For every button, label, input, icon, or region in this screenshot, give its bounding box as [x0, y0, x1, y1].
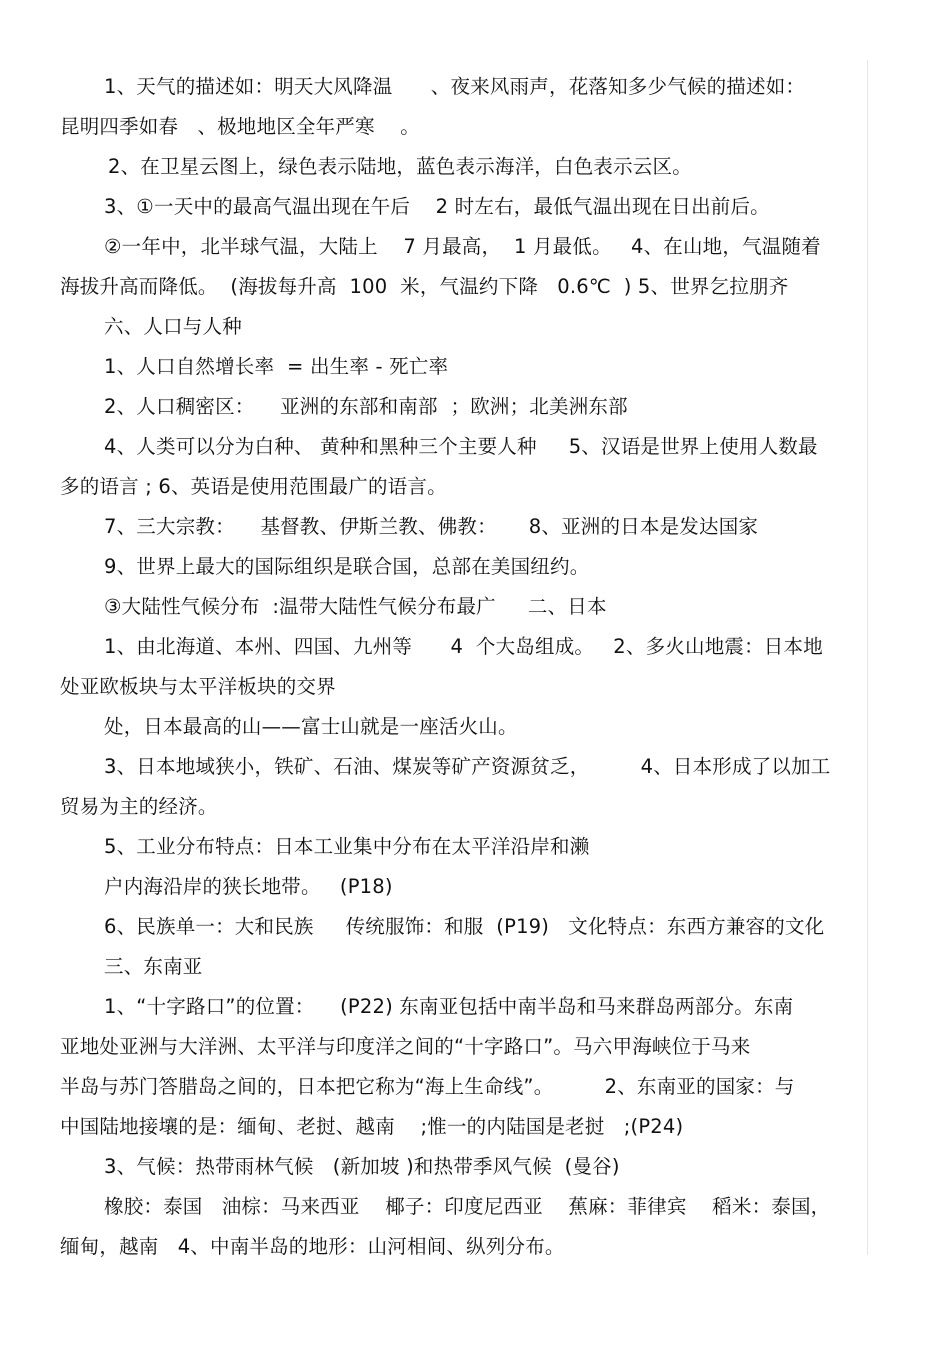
text-line: 3、气候：热带雨林气候 (新加坡 )和热带季风气候 (曼谷)	[104, 1155, 620, 1178]
text-line: 3、日本地域狭小，铁矿、石油、煤炭等矿产资源贫乏， 4、日本形成了以加工	[104, 755, 831, 778]
section-heading: 三、东南亚	[104, 955, 203, 978]
text-line: 贸易为主的经济。	[60, 795, 218, 818]
text-line: 橡胶：泰国 油棕：马来西亚 椰子：印度尼西亚 蕉麻：菲律宾 稻米：泰国，	[104, 1195, 831, 1218]
text-line: ②一年中，北半球气温，大陆上 7 月最高， 1 月最低。 4、在山地，气温随着	[104, 235, 821, 258]
text-line: 6、民族单一：大和民族 传统服饰：和服 (P19) 文化特点：东西方兼容的文化	[104, 915, 825, 938]
text-line: 处亚欧板块与太平洋板块的交界	[60, 675, 336, 698]
text-line: 2、人口稠密区： 亚洲的东部和南部 ；欧洲；北美洲东部	[104, 395, 628, 418]
text-line: 海拔升高而降低。 (海拔每升高 100 米，气温约下降 0.6℃ ) 5、世界乞拉朋齐	[60, 275, 789, 298]
text-line: 1、“十字路口”的位置： (P22) 东南亚包括中南半岛和马来群岛两部分。东南	[104, 995, 794, 1018]
text-line: 9、世界上最大的国际组织是联合国，总部在美国纽约。	[104, 555, 590, 578]
text-line: 亚地处亚洲与大洋洲、太平洋与印度洋之间的“十字路口”。马六甲海峡位于马来	[60, 1035, 751, 1058]
text-line: 昆明四季如春 、极地地区全年严寒 。	[60, 115, 420, 138]
text-line: ③大陆性气候分布 :温带大陆性气候分布最广 二、日本	[104, 595, 607, 618]
text-line: 1、天气的描述如：明天大风降温 、夜来风雨声，花落知多少气候的描述如：	[104, 75, 806, 98]
text-line: 5、工业分布特点：日本工业集中分布在太平洋沿岸和濑	[104, 835, 590, 858]
text-line: 1、人口自然增长率 = 出生率 - 死亡率	[104, 355, 449, 378]
text-line: 户内海沿岸的狭长地带。 (P18)	[104, 875, 393, 898]
text-line: 半岛与苏门答腊岛之间的，日本把它称为“海上生命线”。 2、东南亚的国家：与	[60, 1075, 795, 1098]
text-line: 4、人类可以分为白种、 黄种和黑种三个主要人种 5、汉语是世界上使用人数最	[104, 435, 818, 458]
text-line: 3、①一天中的最高气温出现在午后 2 时左右，最低气温出现在日出前后。	[104, 195, 770, 218]
text-line: 2、在卫星云图上，绿色表示陆地，蓝色表示海洋，白色表示云区。	[108, 155, 692, 178]
text-line: 处，日本最高的山——富士山就是一座活火山。	[104, 715, 518, 738]
section-heading: 六、人口与人种	[104, 315, 242, 338]
text-line: 7、三大宗教： 基督教、伊斯兰教、佛教： 8、亚洲的日本是发达国家	[104, 515, 759, 538]
text-line: 1、由北海道、本州、四国、九州等 4 个大岛组成。 2、多火山地震：日本地	[104, 635, 823, 658]
text-line: 多的语言 ; 6、英语是使用范围最广的语言。	[60, 475, 447, 498]
text-line: 缅甸，越南 4、中南半岛的地形：山河相间、纵列分布。	[60, 1235, 565, 1258]
text-line: 中国陆地接壤的是：缅甸、老挝、越南 ;惟一的内陆国是老挝 ;(P24)	[60, 1115, 684, 1138]
